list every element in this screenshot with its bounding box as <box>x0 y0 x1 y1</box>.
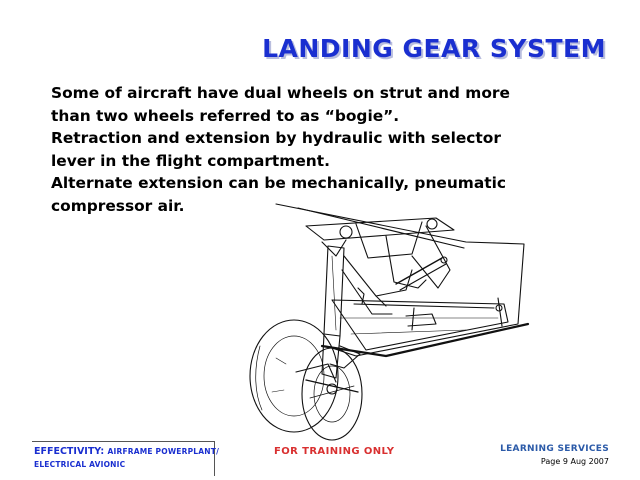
effectivity-box <box>32 441 220 476</box>
learning-services-label: LEARNING SERVICES <box>500 444 609 454</box>
body-line: Alternate extension can be mechanically, pneumatic <box>51 174 506 192</box>
body-line: Some of aircraft have dual wheels on strut and more <box>51 84 510 102</box>
slide-title: LANDING GEAR SYSTEM <box>262 34 606 63</box>
bay-edge <box>298 208 464 248</box>
actuator <box>396 258 442 284</box>
effectivity-label: EFFECTIVITY: <box>34 446 105 457</box>
body-line: than two wheels referred to as “bogie”. <box>51 106 400 125</box>
effectivity-value: AIRFRAME POWERPLANT/ <box>107 447 220 456</box>
body-line: compressor air. <box>51 196 185 215</box>
effectivity-value-line2: ELECTRICAL AVIONIC <box>34 460 126 469</box>
landing-gear-illustration <box>236 196 536 450</box>
body-line: Retraction and extension by hydraulic with selector <box>51 129 501 147</box>
body-line: lever in the flight compartment. <box>51 151 330 170</box>
training-notice: FOR TRAINING ONLY <box>274 446 395 457</box>
page-info: Page 9 Aug 2007 <box>540 457 609 466</box>
front-wheel <box>250 320 338 432</box>
